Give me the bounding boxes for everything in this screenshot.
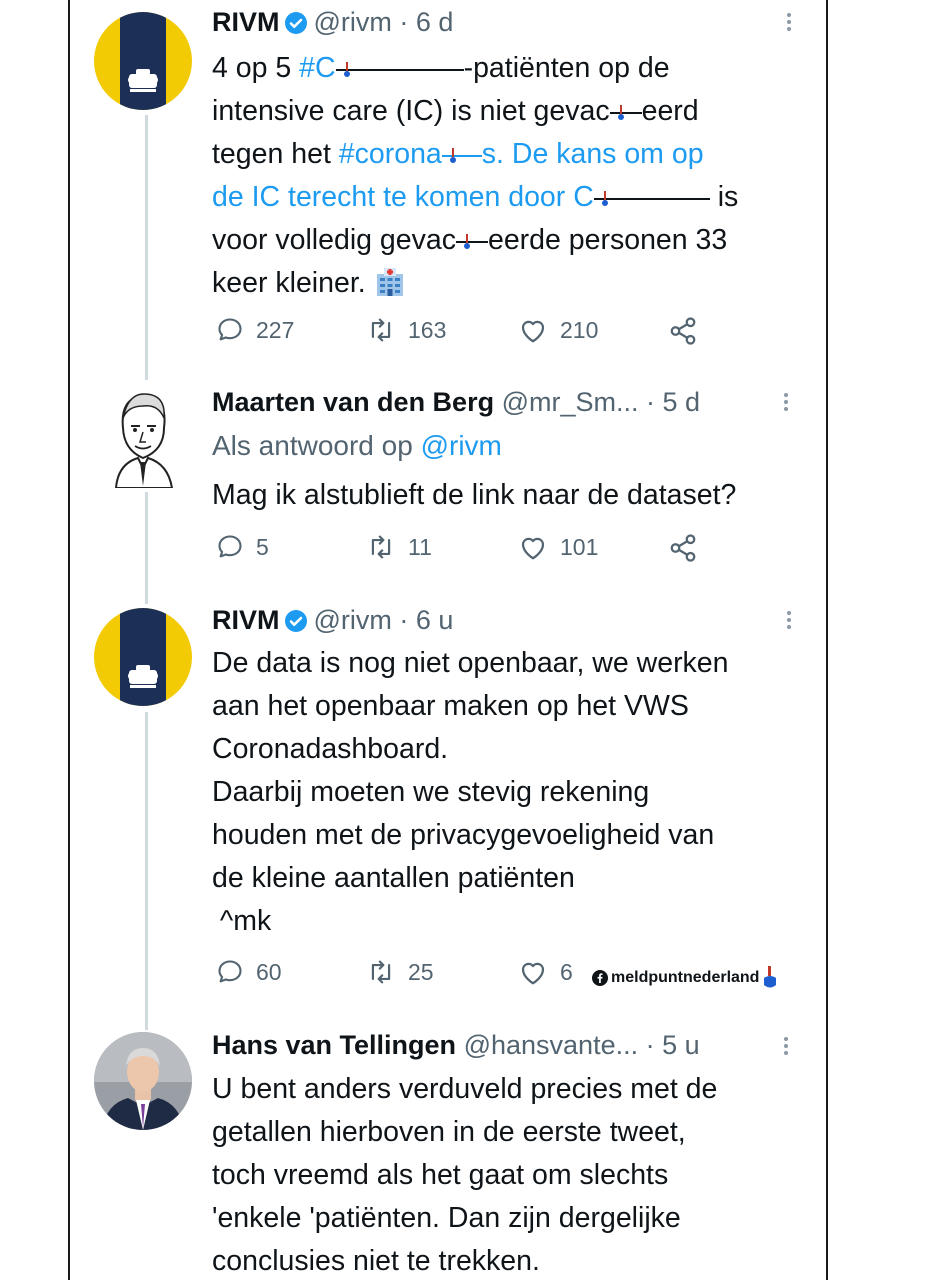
retweet-count: 25 <box>408 958 434 985</box>
right-frame-border <box>826 0 931 1280</box>
more-options-icon[interactable] <box>785 10 793 34</box>
tweet-header: RIVM @rivm · 6 d <box>212 6 453 42</box>
reply-count: 5 <box>256 533 269 560</box>
reply-count: 60 <box>256 958 282 985</box>
like-count: 101 <box>560 533 599 560</box>
tweet-time[interactable]: 6 u <box>415 605 454 635</box>
like-button[interactable] <box>518 958 573 986</box>
share-icon <box>668 316 698 346</box>
user-avatar[interactable] <box>94 1032 192 1130</box>
retweet-count: 11 <box>408 533 432 560</box>
tweet-text: Mag ik alstublieft de link naar de dataset? <box>212 479 737 511</box>
censor-mark-icon <box>610 101 642 123</box>
retweet-button[interactable] <box>366 958 434 986</box>
reply-button[interactable] <box>216 958 282 986</box>
more-options-icon[interactable] <box>782 390 790 414</box>
tweet-time[interactable]: 5 u <box>662 1030 700 1060</box>
tweet-text: 4 op 5 #C -patiënten op de intensive care (IC) is niet gevac eerd tegen het #corona s. De kans om op de IC terecht te komen door C is voor volledig gevac eerde personen 33 keer kleiner. <box>212 52 739 299</box>
share-button[interactable] <box>668 533 698 563</box>
share-icon <box>668 533 698 563</box>
left-frame-border <box>0 0 70 1280</box>
thread-line <box>145 492 148 604</box>
rivm-avatar[interactable] <box>94 12 192 110</box>
verified-badge-icon <box>284 608 308 640</box>
share-button[interactable] <box>668 316 698 346</box>
censor-mark-icon <box>594 187 710 209</box>
author-name[interactable]: Maarten van den Berg <box>212 387 495 417</box>
retweet-count: 163 <box>408 316 447 343</box>
tweet-text: De data is nog niet openbaar, we werken aan het openbaar maken op het VWS Coronadashboard. Daarbij moeten we stevig rekening houden met de privacygevoeligheid van de kleine aantallen patiënten ^mk <box>212 647 729 937</box>
censor-mark-icon <box>442 144 482 166</box>
syringe-hand-icon <box>762 966 778 990</box>
retweet-button[interactable] <box>366 316 446 344</box>
author-handle[interactable]: @hansvante... <box>463 1030 639 1060</box>
author-name[interactable]: Hans van Tellingen <box>212 1030 457 1060</box>
like-count: 6 <box>560 958 573 985</box>
retweet-icon <box>366 958 396 986</box>
more-options-icon[interactable] <box>782 1034 790 1058</box>
heart-icon <box>518 316 548 344</box>
tweet-time[interactable]: 5 d <box>662 387 701 417</box>
verified-badge-icon <box>284 10 308 42</box>
author-handle[interactable]: @rivm <box>313 7 392 37</box>
tweet-header: RIVM @rivm · 6 u <box>212 604 453 640</box>
thread-line <box>145 115 148 380</box>
censor-mark-icon <box>456 230 488 252</box>
hashtag-link[interactable]: #C <box>299 52 336 84</box>
reply-button[interactable] <box>216 316 294 344</box>
like-button[interactable] <box>518 316 598 344</box>
reply-to-handle[interactable]: @rivm <box>420 430 502 461</box>
like-button[interactable] <box>518 533 598 561</box>
reply-icon <box>216 958 244 986</box>
reply-icon <box>216 533 244 561</box>
tweet-header: Hans van Tellingen @hansvante... · 5 u <box>212 1030 700 1060</box>
reply-icon <box>216 316 244 344</box>
tweet-header: Maarten van den Berg @mr_Sm... · 5 d <box>212 387 701 417</box>
retweet-button[interactable] <box>366 533 432 561</box>
author-name[interactable]: RIVM <box>212 605 280 635</box>
author-handle[interactable]: @mr_Sm... <box>501 387 639 417</box>
heart-icon <box>518 958 548 986</box>
heart-icon <box>518 533 548 561</box>
watermark: meldpuntnederland <box>592 966 778 990</box>
rivm-avatar[interactable] <box>94 608 192 706</box>
more-options-icon[interactable] <box>785 608 793 632</box>
author-handle[interactable]: @rivm <box>313 605 392 635</box>
author-name[interactable]: RIVM <box>212 7 280 37</box>
like-count: 210 <box>560 316 599 343</box>
replying-to: Als antwoord op @rivm <box>212 430 502 461</box>
hashtag-link[interactable]: #corona <box>338 138 442 170</box>
user-avatar[interactable] <box>98 388 188 488</box>
censor-mark-icon <box>336 58 464 80</box>
hospital-emoji-icon <box>374 267 406 299</box>
reply-count: 227 <box>256 316 295 343</box>
reply-button[interactable] <box>216 533 269 561</box>
facebook-icon <box>592 970 608 986</box>
tweet-text: U bent anders verduveld precies met de getallen hierboven in de eerste tweet, toch vreemd als het gaat om slechts 'enkele 'patiënten. Dan zijn dergelijke conclusies niet te trekken. <box>212 1073 718 1277</box>
tweet-time[interactable]: 6 d <box>415 7 454 37</box>
retweet-icon <box>366 533 396 561</box>
retweet-icon <box>366 316 396 344</box>
thread-line <box>145 712 148 1030</box>
